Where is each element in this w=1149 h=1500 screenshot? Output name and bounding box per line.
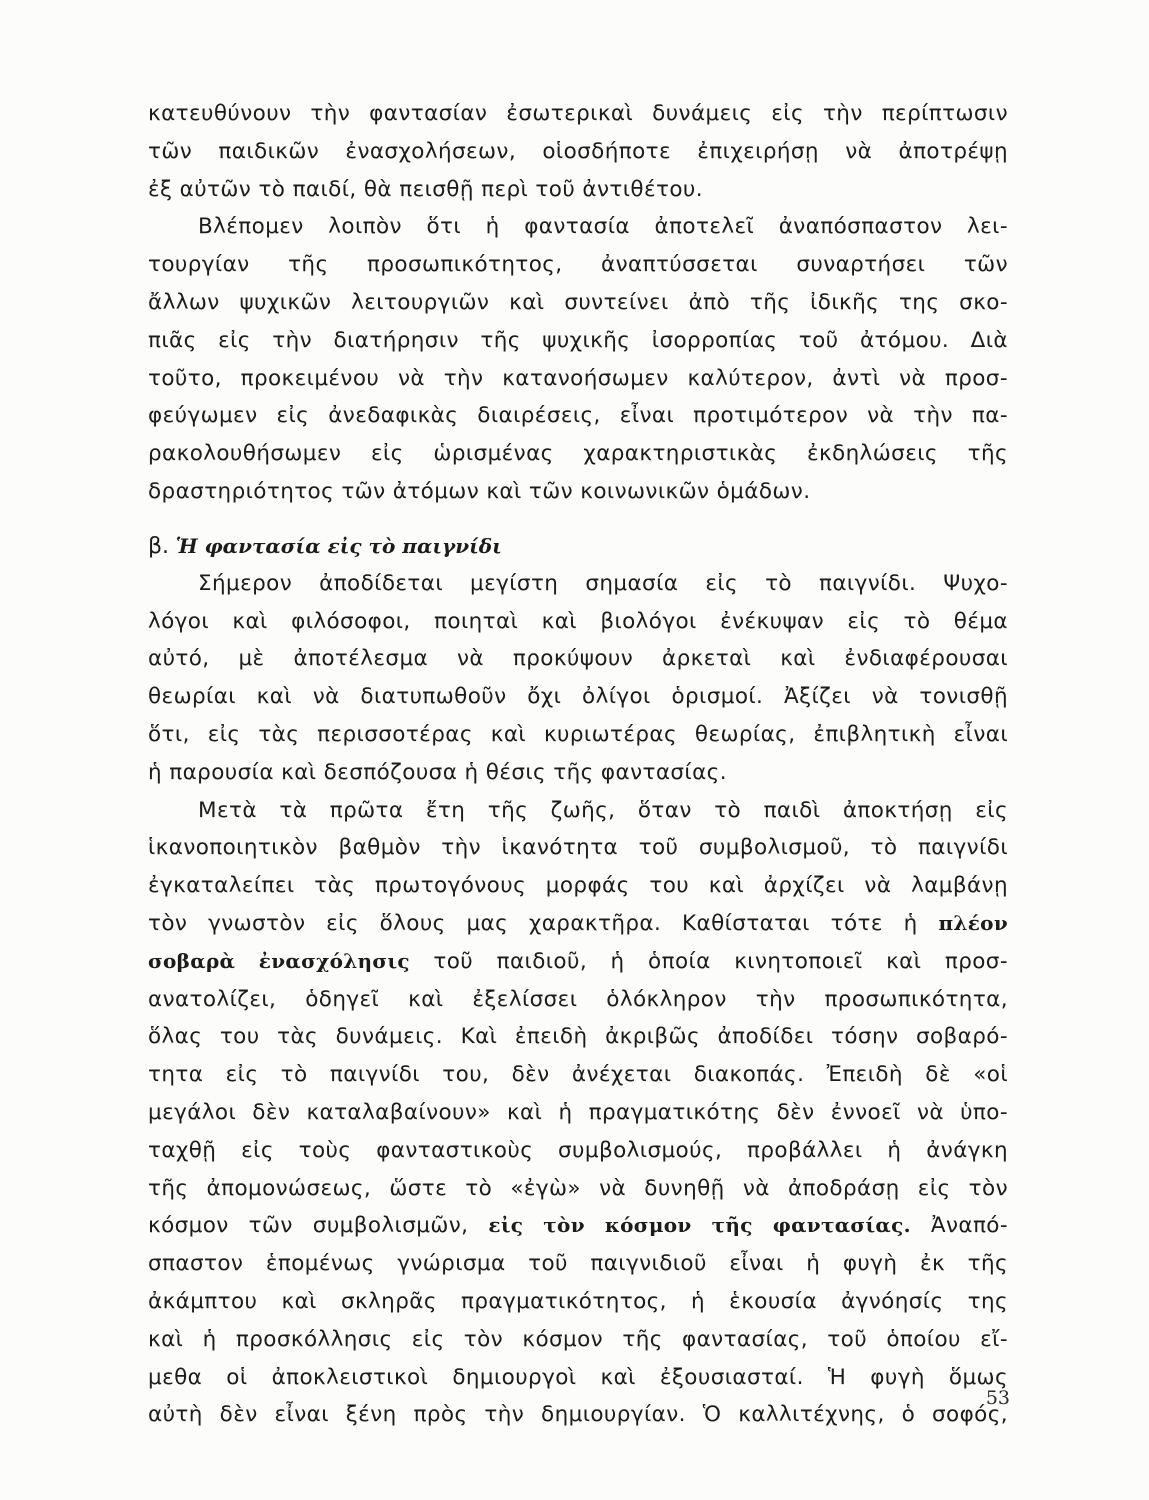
text-segment: Ἀναπό- xyxy=(910,1213,1008,1239)
section-heading xyxy=(148,531,1008,561)
section-letter: β. xyxy=(148,533,170,559)
text-line: μεγάλοι δὲν καταλαβαίνουν» καὶ ἡ πραγματικότης δὲν ἐννοεῖ νὰ ὑπο- xyxy=(148,1099,1008,1125)
text-line: ρακολουθήσωμεν εἰς ὡρισμένας χαρακτηριστικὰς ἐκδηλώσεις τῆς xyxy=(148,441,1008,467)
text-line: καὶ ἡ προσκόλλησις εἰς τὸν κόσμον τῆς φαντασίας, τοῦ ὁποίου εἴ- xyxy=(148,1326,1008,1352)
text-segment: τοῦ παιδιοῦ, ἡ ὁποία κινητοποιεῖ καὶ προσ- xyxy=(409,948,1008,974)
text-line: πιᾶς εἰς τὴν διατήρησιν τῆς ψυχικῆς ἰσορροπίας τοῦ ἀτόμου. Διὰ xyxy=(148,327,1008,353)
text-line: λόγοι καὶ φιλόσοφοι, ποιηταὶ καὶ βιολόγοι ἐνέκυψαν εἰς τὸ θέμα xyxy=(148,608,1008,634)
text-line: ἀκάμπτου καὶ σκληρᾶς πραγματικότητος, ἡ ἑκουσία ἀγνόησίς της xyxy=(148,1288,1008,1314)
text-line: τοῦτο, προκειμένου νὰ τὴν κατανοήσωμεν καλύτερον, ἀντὶ νὰ προσ- xyxy=(148,365,1008,391)
text-line: φεύγωμεν εἰς ἀνεδαφικὰς διαιρέσεις, εἶναι προτιμότερον νὰ τὴν πα- xyxy=(148,403,1008,429)
text-line: θεωρίαι καὶ νὰ διατυπωθοῦν ὄχι ὀλίγοι ὁρισμοί. Ἀξίζει νὰ τονισθῇ xyxy=(148,684,1008,710)
text-line: ἐγκαταλείπει τὰς πρωτογόνους μορφάς του καὶ ἀρχίζει νὰ λαμβάνῃ xyxy=(148,873,1008,899)
text-line: ἱκανοποιητικὸν βαθμὸν τὴν ἱκανότητα τοῦ συμβολισμοῦ, τὸ παιγνίδι xyxy=(148,835,1008,861)
body-text xyxy=(148,95,1008,1434)
text-line: ἐξ αὐτῶν τὸ παιδί, θὰ πεισθῇ περὶ τοῦ ἀντιθέτου. xyxy=(148,176,703,202)
text-line: τουργίαν τῆς προσωπικότητος, ἀναπτύσσεται συναρτήσει τῶν xyxy=(148,252,1008,278)
text-segment: κόσμον τῶν συμβολισμῶν, xyxy=(148,1213,489,1239)
text-line: ὅτι, εἰς τὰς περισσοτέρας καὶ κυριωτέρας θεωρίας, ἐπιβλητικὴ εἶναι xyxy=(148,721,1008,747)
emphasis-text: σοβαρὰ ἐνασχόλησις xyxy=(148,948,410,973)
text-line: ὅλας του τὰς δυνάμεις. Καὶ ἐπειδὴ ἀκριβῶς ἀποδίδει τόσην σοβαρό- xyxy=(148,1024,1008,1050)
text-line: κατευθύνουν τὴν φαντασίαν ἐσωτερικαὶ δυνάμεις εἰς τὴν περίπτωσιν xyxy=(148,101,1008,126)
text-line: ἄλλων ψυχικῶν λειτουργιῶν καὶ συντείνει ἀπὸ τῆς ἰδικῆς της σκο- xyxy=(148,289,1008,315)
text-line: Μετὰ τὰ πρῶτα ἔτη τῆς ζωῆς, ὅταν τὸ παιδὶ ἀποκτήσῃ εἰς xyxy=(198,797,1008,823)
text-line: Βλέπομεν λοιπὸν ὅτι ἡ φαντασία ἀποτελεῖ ἀναπόσπαστον λει- xyxy=(198,214,1008,240)
page-number: 53 xyxy=(985,1387,1010,1409)
text-line: ανατολίζει, ὁδηγεῖ καὶ ἐξελίσσει ὁλόκληρον τὴν προσωπικότητα, xyxy=(148,986,1008,1012)
text-line: αὐτὴ δὲν εἶναι ξένη πρὸς τὴν δημιουργίαν. Ὁ καλλιτέχνης, ὁ σοφός, xyxy=(148,1402,1008,1428)
text-line: ταχθῇ εἰς τοὺς φανταστικοὺς συμβολισμούς, προβάλλει ἡ ἀνάγκη xyxy=(148,1137,1008,1163)
text-segment: τὸν γνωστὸν εἰς ὅλους μας χαρακτῆρα. Καθίσταται τότε ἡ xyxy=(148,910,939,936)
text-line: τῆς ἀπομονώσεως, ὥστε τὸ «ἐγὼ» νὰ δυνηθῇ νὰ ἀποδράσῃ εἰς τὸν xyxy=(148,1175,1008,1201)
section-title: Ἡ φαντασία εἰς τὸ παιγνίδι xyxy=(175,533,502,558)
text-line: μεθα οἱ ἀποκλειστικοὶ δημιουργοὶ καὶ ἐξουσιασταί. Ἡ φυγὴ ὅμως xyxy=(148,1364,1008,1390)
emphasis-text: εἰς τὸν κόσμον τῆς φαντασίας. xyxy=(488,1213,911,1238)
text-line xyxy=(148,905,1008,943)
text-line: Σήμερον ἀποδίδεται μεγίστη σημασία εἰς τὸ παιγνίδι. Ψυχο- xyxy=(198,570,1008,596)
text-line: τῶν παιδικῶν ἐνασχολήσεων, οἱοσδήποτε ἐπιχειρήσῃ νὰ ἀποτρέψῃ xyxy=(148,138,1008,164)
text-line: αὐτό, μὲ ἀποτέλεσμα νὰ προκύψουν ἀρκεταὶ καὶ ἐνδιαφέρουσαι xyxy=(148,646,1008,672)
text-line: ἡ παρουσία καὶ δεσπόζουσα ἡ θέσις τῆς φαντασίας. xyxy=(148,759,727,785)
text-line: σπαστον ἑπομένως γνώρισμα τοῦ παιγνιδιοῦ εἶναι ἡ φυγὴ ἐκ τῆς xyxy=(148,1251,1008,1277)
text-line xyxy=(148,943,1008,981)
text-line xyxy=(148,1207,1008,1245)
emphasis-text: πλέον xyxy=(938,910,1008,935)
text-line: τητα εἰς τὸ παιγνίδι του, δὲν ἀνέχεται διακοπάς. Ἐπειδὴ δὲ «οἱ xyxy=(148,1062,1008,1088)
text-line: δραστηριότητος τῶν ἀτόμων καὶ τῶν κοινωνικῶν ὁμάδων. xyxy=(148,478,811,504)
